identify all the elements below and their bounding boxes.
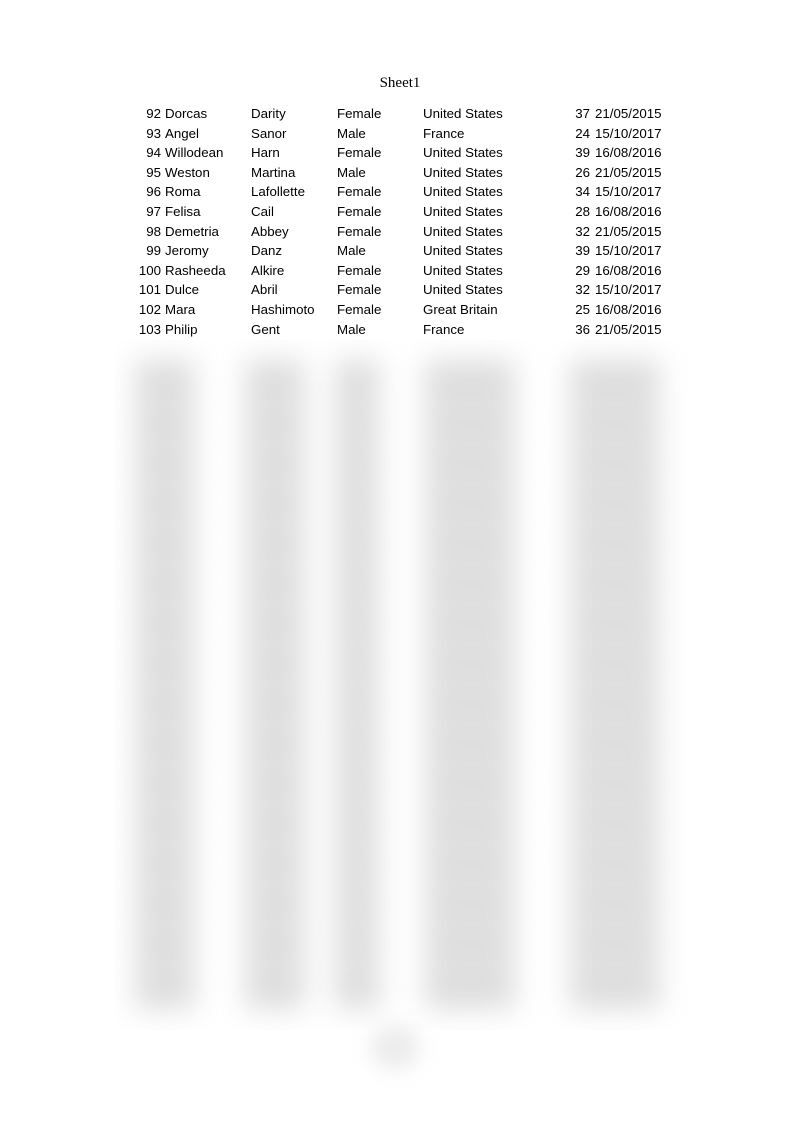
last-name-cell: Abril (251, 282, 278, 298)
gender-cell: Female (337, 184, 382, 200)
last-name-cell: Martina (251, 164, 296, 180)
first-name-cell: Willodean (165, 145, 224, 161)
table-row (0, 124, 800, 144)
blurred-column (245, 360, 305, 1010)
age-cell: 32 (575, 282, 590, 298)
blurred-column (135, 360, 195, 1010)
blurred-column (570, 360, 660, 1010)
gender-cell: Female (337, 106, 382, 121)
date-cell: 15/10/2017 (595, 243, 662, 259)
date-cell: 16/08/2016 (595, 301, 662, 317)
age-cell: 32 (575, 223, 590, 239)
first-name-cell: Angel (165, 125, 200, 141)
date-cell: 15/10/2017 (595, 184, 662, 200)
country-cell: United States (423, 223, 503, 239)
table-row (0, 241, 800, 261)
gender-cell: Female (337, 262, 382, 278)
table-row (0, 300, 800, 320)
row-number-cell: 94 (146, 145, 161, 161)
row-number-cell: 93 (146, 125, 161, 141)
gender-cell: Female (337, 301, 382, 317)
gender-cell: Male (337, 125, 366, 141)
row-number-cell: 92 (146, 106, 161, 121)
last-name-cell: Gent (251, 321, 280, 337)
first-name-cell: Weston (165, 164, 210, 180)
country-cell: France (423, 125, 465, 141)
last-name-cell: Danz (251, 243, 283, 259)
blurred-column (425, 360, 515, 1010)
date-cell: 15/10/2017 (595, 282, 662, 298)
first-name-cell: Demetria (165, 223, 219, 239)
row-number-cell: 99 (146, 243, 161, 259)
country-cell: United States (423, 262, 503, 278)
row-number-cell: 103 (138, 321, 161, 337)
row-number-cell: 100 (138, 262, 161, 278)
table-row (0, 320, 800, 340)
country-cell: United States (423, 184, 503, 200)
table-row (0, 280, 800, 300)
age-cell: 26 (575, 164, 590, 180)
data-table (0, 104, 800, 339)
last-name-cell: Hashimoto (251, 301, 315, 317)
first-name-cell: Dorcas (165, 106, 208, 121)
sheet-title: Sheet1 (379, 75, 421, 91)
age-cell: 37 (575, 106, 590, 121)
first-name-cell: Dulce (165, 282, 199, 298)
date-cell: 21/05/2015 (595, 321, 662, 337)
gender-cell: Female (337, 223, 382, 239)
date-cell: 16/08/2016 (595, 145, 662, 161)
last-name-cell: Alkire (251, 262, 285, 278)
country-cell: United States (423, 106, 503, 121)
age-cell: 36 (575, 321, 590, 337)
age-cell: 25 (575, 301, 590, 317)
gender-cell: Female (337, 282, 382, 298)
blurred-page-number (370, 1025, 420, 1070)
table-row (0, 104, 800, 124)
last-name-cell: Darity (251, 106, 286, 121)
last-name-cell: Lafollette (251, 184, 305, 200)
row-number-cell: 102 (138, 301, 161, 317)
table-row (0, 163, 800, 183)
age-cell: 34 (575, 184, 590, 200)
first-name-cell: Roma (165, 184, 201, 200)
last-name-cell: Sanor (251, 125, 287, 141)
age-cell: 24 (575, 125, 590, 141)
country-cell: United States (423, 243, 503, 259)
table-row (0, 222, 800, 242)
age-cell: 39 (575, 243, 590, 259)
last-name-cell: Harn (251, 145, 280, 161)
blurred-content (115, 340, 690, 1030)
row-number-cell: 101 (138, 282, 161, 298)
row-number-cell: 98 (146, 223, 161, 239)
country-cell: France (423, 321, 465, 337)
last-name-cell: Abbey (251, 223, 289, 239)
row-number-cell: 97 (146, 203, 161, 219)
first-name-cell: Felisa (165, 203, 201, 219)
first-name-cell: Jeromy (165, 243, 209, 259)
date-cell: 15/10/2017 (595, 125, 662, 141)
country-cell: United States (423, 282, 503, 298)
date-cell: 21/05/2015 (595, 223, 662, 239)
first-name-cell: Rasheeda (165, 262, 226, 278)
last-name-cell: Cail (251, 203, 274, 219)
gender-cell: Female (337, 145, 382, 161)
age-cell: 39 (575, 145, 590, 161)
gender-cell: Male (337, 243, 366, 259)
table-row (0, 202, 800, 222)
blurred-column (335, 360, 380, 1010)
date-cell: 21/05/2015 (595, 164, 662, 180)
row-number-cell: 96 (146, 184, 161, 200)
country-cell: United States (423, 145, 503, 161)
age-cell: 28 (575, 203, 590, 219)
gender-cell: Male (337, 321, 366, 337)
date-cell: 16/08/2016 (595, 203, 662, 219)
gender-cell: Male (337, 164, 366, 180)
table-row (0, 182, 800, 202)
age-cell: 29 (575, 262, 590, 278)
country-cell: United States (423, 164, 503, 180)
date-cell: 16/08/2016 (595, 262, 662, 278)
country-cell: United States (423, 203, 503, 219)
table-row (0, 261, 800, 281)
date-cell: 21/05/2015 (595, 106, 662, 121)
gender-cell: Female (337, 203, 382, 219)
first-name-cell: Philip (165, 321, 198, 337)
table-row (0, 143, 800, 163)
first-name-cell: Mara (165, 301, 196, 317)
country-cell: Great Britain (423, 301, 498, 317)
row-number-cell: 95 (146, 164, 161, 180)
